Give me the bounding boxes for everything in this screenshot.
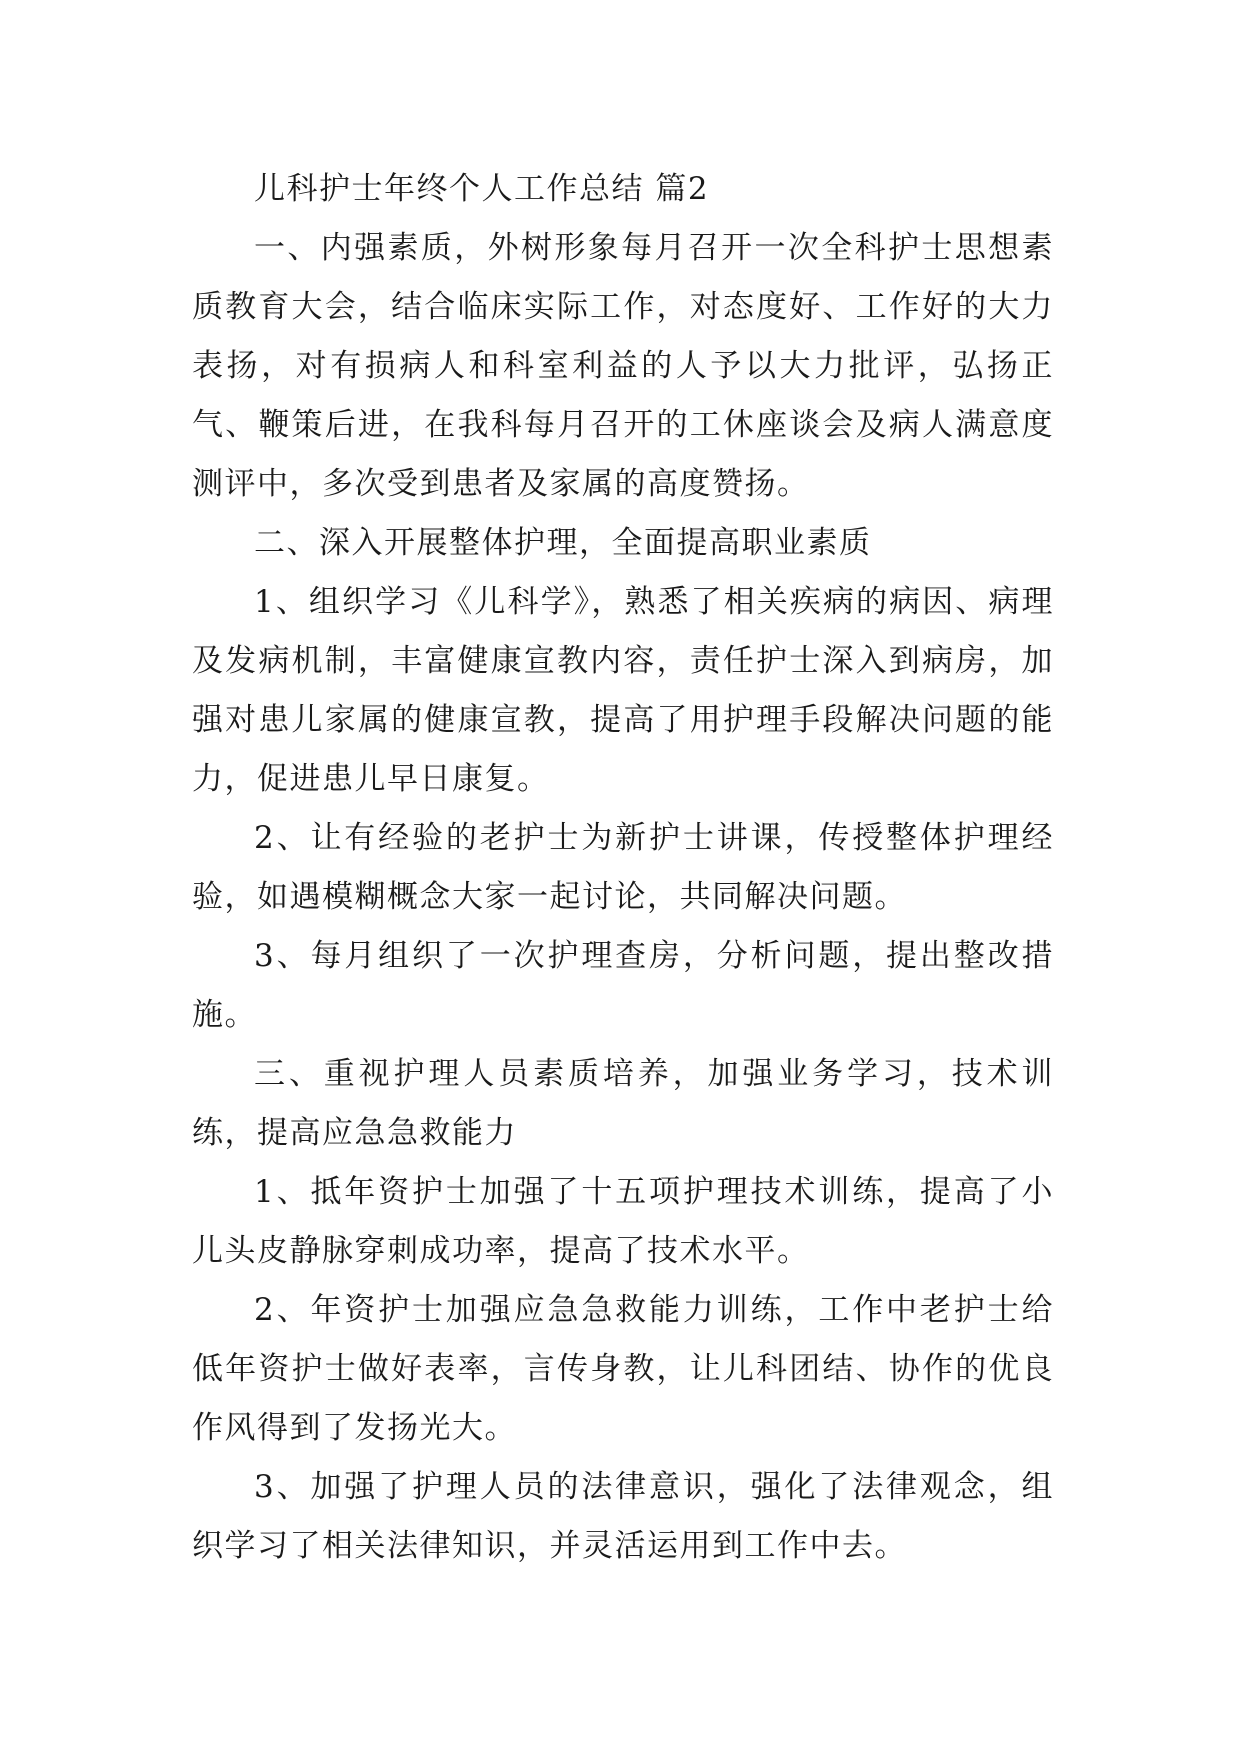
paragraph-item-2-3: 3、每月组织了一次护理查房，分析问题，提出整改措施。 xyxy=(192,938,1054,1033)
section-heading-2: 二、深入开展整体护理，全面提高职业素质 xyxy=(254,525,872,561)
paragraph-item-3-1: 1、抵年资护士加强了十五项护理技术训练，提高了小儿头皮静脉穿刺成功率，提高了技术水平。 xyxy=(192,1174,1054,1269)
document-title: 儿科护士年终个人工作总结 篇2 xyxy=(254,171,710,207)
paragraph-item-3-3: 3、加强了护理人员的法律意识，强化了法律观念，组织学习了相关法律知识，并灵活运用到工作中去。 xyxy=(192,1469,1054,1564)
paragraph-item-2-1: 1、组织学习《儿科学》，熟悉了相关疾病的病因、病理及发病机制，丰富健康宣教内容，责任护士深入到病房，加强对患儿家属的健康宣教，提高了用护理手段解决问题的能力，促进患儿早日康复。 xyxy=(192,584,1054,797)
paragraph-item-3-2: 2、年资护士加强应急急救能力训练，工作中老护士给低年资护士做好表率，言传身教，让儿科团结、协作的优良作风得到了发扬光大。 xyxy=(192,1292,1054,1446)
section-heading-3: 三、重视护理人员素质培养，加强业务学习，技术训练，提高应急急救能力 xyxy=(192,1056,1054,1151)
paragraph-section-1: 一、内强素质，外树形象每月召开一次全科护士思想素质教育大会，结合临床实际工作，对态度好、工作好的大力表扬，对有损病人和科室利益的人予以大力批评，弘扬正气、鞭策后进，在我科每月召开的工休座谈会及病人满意度测评中，多次受到患者及家属的高度赞扬。 xyxy=(192,230,1054,502)
paragraph-item-2-2: 2、让有经验的老护士为新护士讲课，传授整体护理经验，如遇模糊概念大家一起讨论，共同解决问题。 xyxy=(192,820,1054,915)
document-body xyxy=(192,160,1054,1576)
